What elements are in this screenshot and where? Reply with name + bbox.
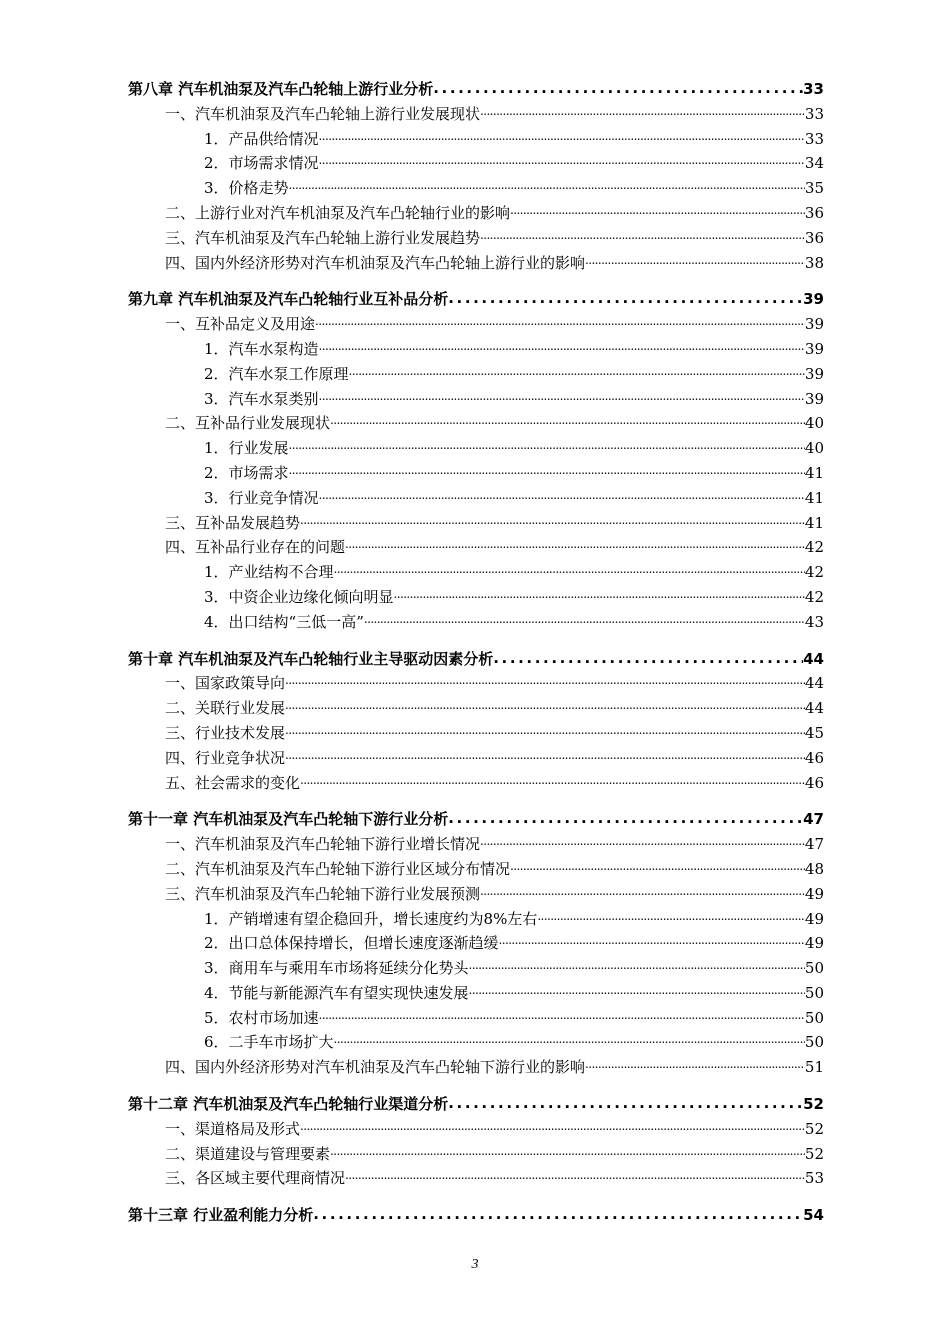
toc-entry-page: 50 bbox=[804, 959, 824, 978]
toc-subsection[interactable] bbox=[128, 388, 824, 413]
toc-subsection[interactable] bbox=[128, 982, 824, 1007]
toc-dot-leader bbox=[313, 1205, 803, 1220]
toc-entry-title: 1．产品供给情况 bbox=[204, 129, 319, 148]
toc-dot-leader bbox=[448, 289, 803, 304]
toc-entry-page: 42 bbox=[804, 587, 824, 606]
toc-section[interactable] bbox=[128, 858, 824, 883]
toc-entry-page: 47 bbox=[803, 810, 824, 829]
toc-entry-page: 52 bbox=[803, 1095, 824, 1114]
toc-dot-leader bbox=[585, 1057, 805, 1072]
toc-entry-page: 39 bbox=[804, 315, 824, 334]
toc-dot-leader bbox=[433, 79, 803, 94]
table-of-contents bbox=[128, 78, 824, 1229]
toc-entry-title: 5．农村市场加速 bbox=[204, 1008, 319, 1027]
toc-dot-leader bbox=[448, 809, 803, 824]
toc-section[interactable] bbox=[128, 512, 824, 537]
toc-entry-page: 38 bbox=[804, 253, 824, 272]
toc-chapter[interactable] bbox=[128, 1204, 824, 1229]
toc-subsection[interactable] bbox=[128, 152, 824, 177]
toc-entry-page: 51 bbox=[804, 1058, 824, 1077]
toc-entry-title: 1．行业发展 bbox=[204, 439, 289, 458]
toc-entry-page: 43 bbox=[804, 612, 824, 631]
toc-dot-leader bbox=[585, 253, 805, 268]
toc-entry-page: 39 bbox=[804, 364, 824, 383]
toc-dot-leader bbox=[319, 339, 805, 354]
toc-dot-leader bbox=[300, 1119, 805, 1134]
toc-entry-title: 3．中资企业边缘化倾向明显 bbox=[204, 587, 394, 606]
toc-entry-title: 3．行业竞争情况 bbox=[204, 488, 319, 507]
toc-section[interactable] bbox=[128, 772, 824, 797]
toc-chapter[interactable] bbox=[128, 808, 824, 833]
toc-section[interactable] bbox=[128, 1167, 824, 1192]
toc-section[interactable] bbox=[128, 536, 824, 561]
toc-subsection[interactable] bbox=[128, 611, 824, 636]
toc-section[interactable] bbox=[128, 103, 824, 128]
toc-entry-title: 三、行业技术发展 bbox=[165, 723, 286, 742]
toc-dot-leader bbox=[469, 983, 805, 998]
toc-entry-title: 第九章 汽车机油泵及汽车凸轮轴行业互补品分析 bbox=[128, 290, 449, 309]
toc-entry-page: 50 bbox=[804, 1033, 824, 1052]
toc-chapter[interactable] bbox=[128, 648, 824, 673]
toc-section[interactable] bbox=[128, 1056, 824, 1081]
toc-entry-page: 50 bbox=[804, 1008, 824, 1027]
toc-entry-title: 五、社会需求的变化 bbox=[165, 773, 301, 792]
toc-entry-page: 41 bbox=[804, 488, 824, 507]
toc-dot-leader bbox=[285, 698, 805, 713]
toc-section[interactable] bbox=[128, 252, 824, 277]
toc-dot-leader bbox=[319, 153, 805, 168]
toc-entry-title: 二、互补品行业发展现状 bbox=[165, 414, 331, 433]
toc-entry-title: 一、汽车机油泵及汽车凸轮轴上游行业发展现状 bbox=[165, 104, 481, 123]
toc-entry-title: 二、上游行业对汽车机油泵及汽车凸轮轴行业的影响 bbox=[165, 203, 511, 222]
toc-entry-title: 3．汽车水泵类别 bbox=[204, 389, 319, 408]
toc-dot-leader bbox=[448, 1094, 803, 1109]
toc-entry-page: 54 bbox=[803, 1206, 824, 1225]
toc-section[interactable] bbox=[128, 833, 824, 858]
toc-dot-leader bbox=[285, 673, 805, 688]
toc-subsection[interactable] bbox=[128, 957, 824, 982]
toc-entry-title: 四、行业竞争状况 bbox=[165, 748, 286, 767]
toc-entry-title: 1．产销增速有望企稳回升，增长速度约为8%左右 bbox=[204, 909, 538, 928]
toc-subsection[interactable] bbox=[128, 363, 824, 388]
toc-entry-page: 36 bbox=[804, 203, 824, 222]
toc-dot-leader bbox=[394, 587, 805, 602]
toc-entry-page: 49 bbox=[804, 934, 824, 953]
toc-section[interactable] bbox=[128, 1143, 824, 1168]
toc-entry-title: 一、互补品定义及用途 bbox=[165, 315, 316, 334]
toc-entry-title: 1．产业结构不合理 bbox=[204, 563, 334, 582]
toc-entry-page: 39 bbox=[804, 339, 824, 358]
toc-dot-leader bbox=[285, 748, 805, 763]
toc-entry-page: 44 bbox=[804, 674, 824, 693]
toc-entry-title: 2．汽车水泵工作原理 bbox=[204, 364, 349, 383]
toc-section[interactable] bbox=[128, 313, 824, 338]
toc-entry-title: 第十三章 行业盈利能力分析 bbox=[128, 1206, 314, 1225]
toc-entry-page: 50 bbox=[804, 983, 824, 1002]
toc-entry-title: 第八章 汽车机油泵及汽车凸轮轴上游行业分析 bbox=[128, 80, 434, 98]
toc-entry-title: 四、国内外经济形势对汽车机油泵及汽车凸轮轴上游行业的影响 bbox=[165, 253, 586, 272]
toc-chapter[interactable] bbox=[128, 1093, 824, 1118]
toc-entry-page: 39 bbox=[804, 389, 824, 408]
toc-entry-title: 2．市场需求 bbox=[204, 463, 289, 482]
toc-section[interactable] bbox=[128, 747, 824, 772]
toc-section[interactable] bbox=[128, 227, 824, 252]
toc-entry-title: 3．商用车与乘用车市场将延续分化势头 bbox=[204, 959, 469, 978]
toc-subsection[interactable] bbox=[128, 1007, 824, 1032]
toc-entry-title: 一、国家政策导向 bbox=[165, 674, 286, 693]
toc-dot-leader bbox=[349, 364, 805, 379]
toc-entry-page: 40 bbox=[804, 439, 824, 458]
toc-dot-leader bbox=[480, 834, 805, 849]
toc-entry-page: 42 bbox=[804, 563, 824, 582]
toc-entry-title: 四、国内外经济形势对汽车机油泵及汽车凸轮轴下游行业的影响 bbox=[165, 1058, 586, 1077]
toc-entry-page: 44 bbox=[804, 699, 824, 718]
toc-dot-leader bbox=[499, 933, 805, 948]
toc-section[interactable] bbox=[128, 1118, 824, 1143]
toc-dot-leader bbox=[300, 513, 805, 528]
toc-entry-page: 41 bbox=[804, 463, 824, 482]
toc-entry-page: 52 bbox=[804, 1119, 824, 1138]
toc-entry-page: 39 bbox=[803, 290, 824, 309]
toc-entry-page: 46 bbox=[804, 773, 824, 792]
toc-section[interactable] bbox=[128, 883, 824, 908]
toc-dot-leader bbox=[319, 488, 805, 503]
toc-subsection[interactable] bbox=[128, 128, 824, 153]
toc-entry-page: 47 bbox=[804, 835, 824, 854]
toc-entry-title: 第十章 汽车机油泵及汽车凸轮轴行业主导驱动因素分析 bbox=[128, 649, 494, 668]
toc-entry-page: 49 bbox=[804, 884, 824, 903]
toc-dot-leader bbox=[480, 228, 805, 243]
toc-entry-title: 2．市场需求情况 bbox=[204, 154, 319, 173]
toc-entry-title: 4．节能与新能源汽车有望实现快速发展 bbox=[204, 983, 469, 1002]
toc-dot-leader bbox=[300, 773, 805, 788]
toc-dot-leader bbox=[319, 1008, 805, 1023]
toc-section[interactable] bbox=[128, 202, 824, 227]
toc-entry-page: 42 bbox=[804, 538, 824, 557]
toc-subsection[interactable] bbox=[128, 177, 824, 202]
toc-section[interactable] bbox=[128, 672, 824, 697]
toc-dot-leader bbox=[510, 859, 805, 874]
toc-entry-page: 36 bbox=[804, 228, 824, 247]
toc-entry-title: 1．汽车水泵构造 bbox=[204, 339, 319, 358]
toc-entry-page: 33 bbox=[804, 129, 824, 148]
toc-entry-page: 40 bbox=[804, 414, 824, 433]
toc-dot-leader bbox=[510, 203, 805, 218]
toc-subsection[interactable] bbox=[128, 561, 824, 586]
toc-entry-page: 53 bbox=[804, 1169, 824, 1188]
toc-entry-page: 41 bbox=[804, 513, 824, 532]
toc-entry-page: 35 bbox=[804, 179, 824, 198]
toc-entry-page: 34 bbox=[804, 154, 824, 173]
toc-dot-leader bbox=[289, 438, 805, 453]
toc-subsection[interactable] bbox=[128, 338, 824, 363]
toc-entry-page: 33 bbox=[803, 80, 824, 98]
toc-dot-leader bbox=[480, 104, 805, 119]
toc-dot-leader bbox=[493, 649, 803, 664]
toc-subsection[interactable] bbox=[128, 908, 824, 933]
toc-dot-leader bbox=[334, 1032, 805, 1047]
toc-entry-title: 三、互补品发展趋势 bbox=[165, 513, 301, 532]
toc-entry-title: 三、汽车机油泵及汽车凸轮轴下游行业发展预测 bbox=[165, 884, 481, 903]
toc-dot-leader bbox=[285, 723, 805, 738]
toc-entry-title: 二、关联行业发展 bbox=[165, 699, 286, 718]
toc-entry-page: 44 bbox=[803, 649, 824, 668]
toc-subsection[interactable] bbox=[128, 437, 824, 462]
toc-dot-leader bbox=[537, 909, 805, 924]
toc-section[interactable] bbox=[128, 412, 824, 437]
toc-entry-page: 33 bbox=[804, 104, 824, 123]
toc-entry-title: 二、汽车机油泵及汽车凸轮轴下游行业区域分布情况 bbox=[165, 859, 511, 878]
toc-dot-leader bbox=[345, 1168, 805, 1183]
toc-dot-leader bbox=[334, 562, 805, 577]
toc-dot-leader bbox=[289, 463, 805, 478]
toc-dot-leader bbox=[315, 314, 805, 329]
toc-entry-title: 第十一章 汽车机油泵及汽车凸轮轴下游行业分析 bbox=[128, 810, 449, 829]
toc-subsection[interactable] bbox=[128, 1031, 824, 1056]
toc-entry-page: 48 bbox=[804, 859, 824, 878]
toc-entry-page: 49 bbox=[804, 909, 824, 928]
toc-dot-leader bbox=[289, 178, 805, 193]
toc-chapter[interactable] bbox=[128, 288, 824, 313]
toc-dot-leader bbox=[330, 413, 805, 428]
toc-subsection[interactable] bbox=[128, 586, 824, 611]
toc-entry-title: 6．二手车市场扩大 bbox=[204, 1033, 334, 1052]
toc-chapter[interactable] bbox=[128, 78, 824, 103]
toc-entry-title: 三、各区域主要代理商情况 bbox=[165, 1169, 346, 1188]
toc-entry-title: 四、互补品行业存在的问题 bbox=[165, 538, 346, 557]
toc-entry-title: 第十二章 汽车机油泵及汽车凸轮轴行业渠道分析 bbox=[128, 1095, 449, 1114]
toc-dot-leader bbox=[319, 129, 805, 144]
toc-entry-page: 52 bbox=[804, 1144, 824, 1163]
toc-section[interactable] bbox=[128, 697, 824, 722]
toc-subsection[interactable] bbox=[128, 462, 824, 487]
toc-dot-leader bbox=[319, 389, 805, 404]
toc-entry-title: 一、汽车机油泵及汽车凸轮轴下游行业增长情况 bbox=[165, 835, 481, 854]
toc-entry-page: 46 bbox=[804, 748, 824, 767]
toc-section[interactable] bbox=[128, 722, 824, 747]
toc-entry-title: 三、汽车机油泵及汽车凸轮轴上游行业发展趋势 bbox=[165, 228, 481, 247]
toc-entry-page: 45 bbox=[804, 723, 824, 742]
toc-dot-leader bbox=[480, 884, 805, 899]
toc-entry-title: 一、渠道格局及形式 bbox=[165, 1119, 301, 1138]
toc-dot-leader bbox=[330, 1144, 805, 1159]
toc-dot-leader bbox=[364, 612, 805, 627]
toc-entry-title: 3．价格走势 bbox=[204, 179, 289, 198]
toc-entry-title: 4．出口结构“三低一高” bbox=[204, 612, 364, 631]
toc-entry-title: 2．出口总体保持增长，但增长速度逐渐趋缓 bbox=[204, 934, 499, 953]
page-number: 3 bbox=[471, 1257, 479, 1272]
toc-subsection[interactable] bbox=[128, 487, 824, 512]
toc-dot-leader bbox=[345, 537, 805, 552]
toc-dot-leader bbox=[469, 958, 805, 973]
toc-subsection[interactable] bbox=[128, 932, 824, 957]
toc-entry-title: 二、渠道建设与管理要素 bbox=[165, 1144, 331, 1163]
